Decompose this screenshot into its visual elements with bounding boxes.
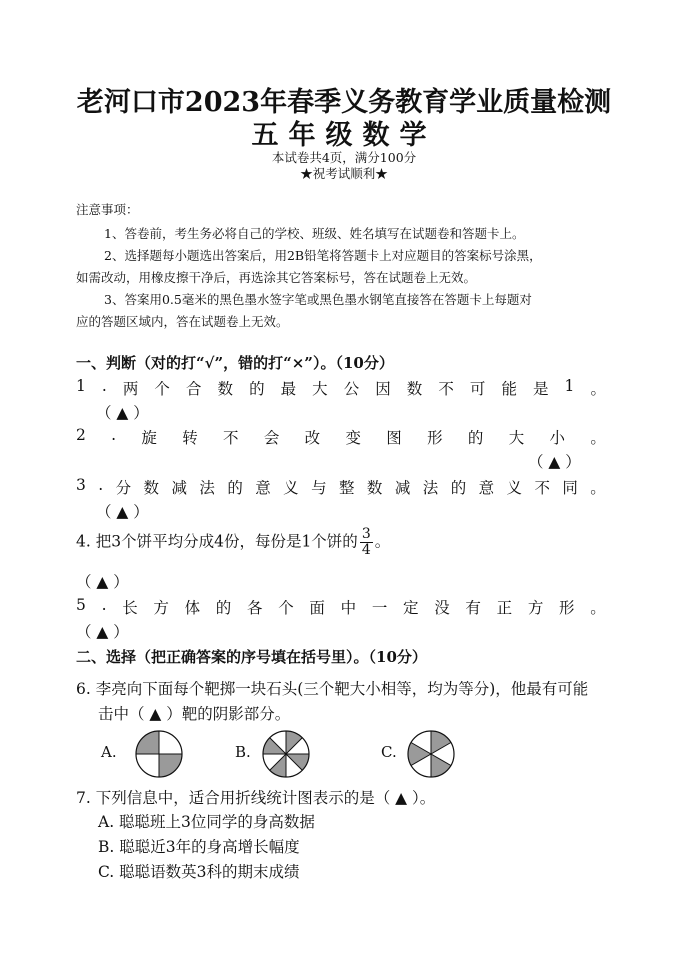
question-char: 数 [406, 380, 423, 398]
question-char: 是 [532, 380, 549, 398]
question-char: 个 [278, 599, 294, 617]
option-c-label: C. [381, 743, 397, 761]
question-char: 公 [343, 380, 360, 398]
question-char: 分 [115, 479, 132, 497]
question-4 [76, 527, 390, 558]
question-6-line-1: 6. 李亮向下面每个靶掷一块石头(三个靶大小相等，均为等分)，他最有可能 [76, 680, 589, 698]
question-char: 意 [255, 479, 271, 497]
question-char: 意 [478, 479, 495, 497]
target-b-shaded-sector [286, 754, 309, 770]
question-char: 同 [562, 479, 578, 497]
question-7-option-c: C. 聪聪语数英3科的期末成绩 [98, 863, 300, 881]
question-char: 的 [249, 380, 265, 398]
question-char: 图 [386, 429, 402, 447]
question-char: 与 [311, 479, 327, 497]
question-1 [76, 377, 606, 399]
question-char: 数 [143, 479, 160, 497]
option-b-label: B. [235, 743, 251, 761]
target-c-shaded-sector [431, 731, 451, 754]
question-char: . [111, 426, 117, 444]
notice-line-1: 1、答卷前，考生务必将自己的学校、班级、姓名填写在试题卷和答题卡上。 [104, 226, 525, 241]
target-b-eighths [262, 730, 310, 778]
question-char: 大 [508, 429, 525, 447]
question-char: 能 [501, 380, 517, 398]
question-char: 的 [227, 479, 243, 497]
question-4-text: 4. 把3个饼平均分成4份，每份是1个饼的 [76, 532, 358, 551]
question-char: 的 [450, 479, 467, 497]
question-char: 定 [403, 599, 419, 617]
section-2-heading: 二、选择（把正确答案的序号填在括号里）。（10分） [76, 648, 427, 666]
question-char: 法 [199, 479, 215, 497]
question-char: 3 [76, 476, 86, 494]
question-7-option-b: B. 聪聪近3年的身高增长幅度 [98, 838, 300, 856]
question-char: 一 [371, 599, 388, 617]
question-char: . [101, 377, 107, 395]
option-a-label: A. [101, 743, 117, 761]
question-char: 各 [247, 599, 263, 617]
notice-line-2a: 2、选择题每小题选出答案后，用2B铅笔将答题卡上对应题目的答案标号涂黑， [104, 248, 542, 263]
question-char: 2 [76, 426, 86, 444]
question-2 [76, 426, 606, 448]
question-char: . [101, 596, 107, 614]
question-char: 的 [215, 599, 232, 617]
notice-line-3b: 应的答题区域内，答在试题卷上无效。 [76, 314, 289, 329]
question-char: 不 [438, 380, 454, 398]
fraction-numerator: 3 [361, 526, 371, 542]
question-char: 数 [217, 380, 234, 398]
question-char: 形 [427, 429, 443, 447]
question-char: 大 [312, 380, 328, 398]
question-1-answer: （ ▲ ） [96, 404, 149, 422]
question-char: 方 [527, 599, 544, 617]
question-char: 变 [345, 429, 361, 447]
section-1-heading: 一、判断（对的打“√”，错的打“×”）。（10分） [76, 354, 394, 372]
target-c-shaded-sector [408, 743, 431, 766]
notice-heading: 注意事项： [76, 202, 139, 217]
question-char: 义 [283, 479, 299, 497]
question-char: 不 [223, 429, 239, 447]
question-4-end: 。 [374, 532, 391, 551]
exam-subject: 五年级数学 [251, 120, 437, 151]
question-6-line-2: 击中（ ▲ ）靶的阴影部分。 [98, 705, 291, 723]
question-7: 7. 下列信息中，适合用折线统计图表示的是（ ▲ ）。 [76, 789, 436, 807]
question-3 [76, 476, 606, 498]
question-char: 减 [394, 479, 411, 497]
question-char: 形 [559, 599, 575, 617]
question-char: 的 [467, 429, 484, 447]
question-char: 。 [590, 479, 606, 497]
question-5 [76, 596, 606, 618]
question-char: 义 [506, 479, 523, 497]
question-char: 方 [153, 599, 169, 617]
target-a-quarters [135, 730, 183, 778]
question-char: 两 [122, 380, 139, 398]
target-b-shaded-sector [270, 754, 286, 777]
question-char: 改 [304, 429, 321, 447]
question-char: 数 [366, 479, 383, 497]
fraction-three-quarters [360, 527, 373, 558]
notice-line-3a: 3、答案用0.5毫米的黑色墨水签字笔或黑色墨水钢笔直接答在答题卡上每题对 [104, 292, 532, 307]
fraction-denominator: 4 [361, 542, 371, 558]
target-c-shaded-sector [431, 754, 451, 777]
question-char: 法 [422, 479, 439, 497]
target-b-shaded-sector [286, 731, 302, 754]
question-char: . [98, 476, 104, 494]
notice-line-2b: 如需改动，用橡皮擦干净后，再选涂其它答案标号，答在试题卷上无效。 [76, 270, 477, 285]
question-char: 正 [496, 599, 513, 617]
question-char: 。 [590, 380, 606, 398]
question-char: 转 [182, 429, 198, 447]
question-char: 有 [465, 599, 481, 617]
target-b-shaded-sector [263, 738, 286, 754]
exam-info: 本试卷共4页，满分100分 [271, 150, 417, 165]
question-char: 因 [375, 380, 391, 398]
exam-title: 老河口市2023年春季义务教育学业质量检测 [76, 87, 612, 118]
question-3-answer: （ ▲ ） [96, 503, 149, 521]
question-char: 可 [469, 380, 486, 398]
question-char: 整 [339, 479, 355, 497]
exam-wish: ★祝考试顺利★ [300, 166, 388, 181]
question-char: 小 [549, 429, 566, 447]
question-char: 没 [434, 599, 450, 617]
question-char: 不 [534, 479, 550, 497]
target-c-sixths [407, 730, 455, 778]
question-char: 旋 [141, 429, 157, 447]
question-char: 长 [122, 599, 138, 617]
question-char: 中 [340, 599, 357, 617]
question-char: 5 [76, 596, 86, 614]
question-char: 减 [171, 479, 187, 497]
question-char: 体 [184, 599, 201, 617]
question-char: 会 [263, 429, 280, 447]
question-char: 面 [309, 599, 325, 617]
question-4-answer: （ ▲ ） [76, 573, 129, 591]
question-char: 。 [590, 429, 606, 447]
question-2-answer: （ ▲ ） [528, 453, 581, 471]
question-7-option-a: A. 聪聪班上3位同学的身高数据 [98, 813, 315, 831]
question-char: 最 [280, 380, 297, 398]
question-char: 个 [154, 380, 170, 398]
question-char: 1 [564, 377, 575, 395]
question-char: 。 [590, 599, 606, 617]
question-5-answer: （ ▲ ） [76, 623, 129, 641]
question-char: 合 [185, 380, 202, 398]
question-char: 1 [76, 377, 86, 395]
